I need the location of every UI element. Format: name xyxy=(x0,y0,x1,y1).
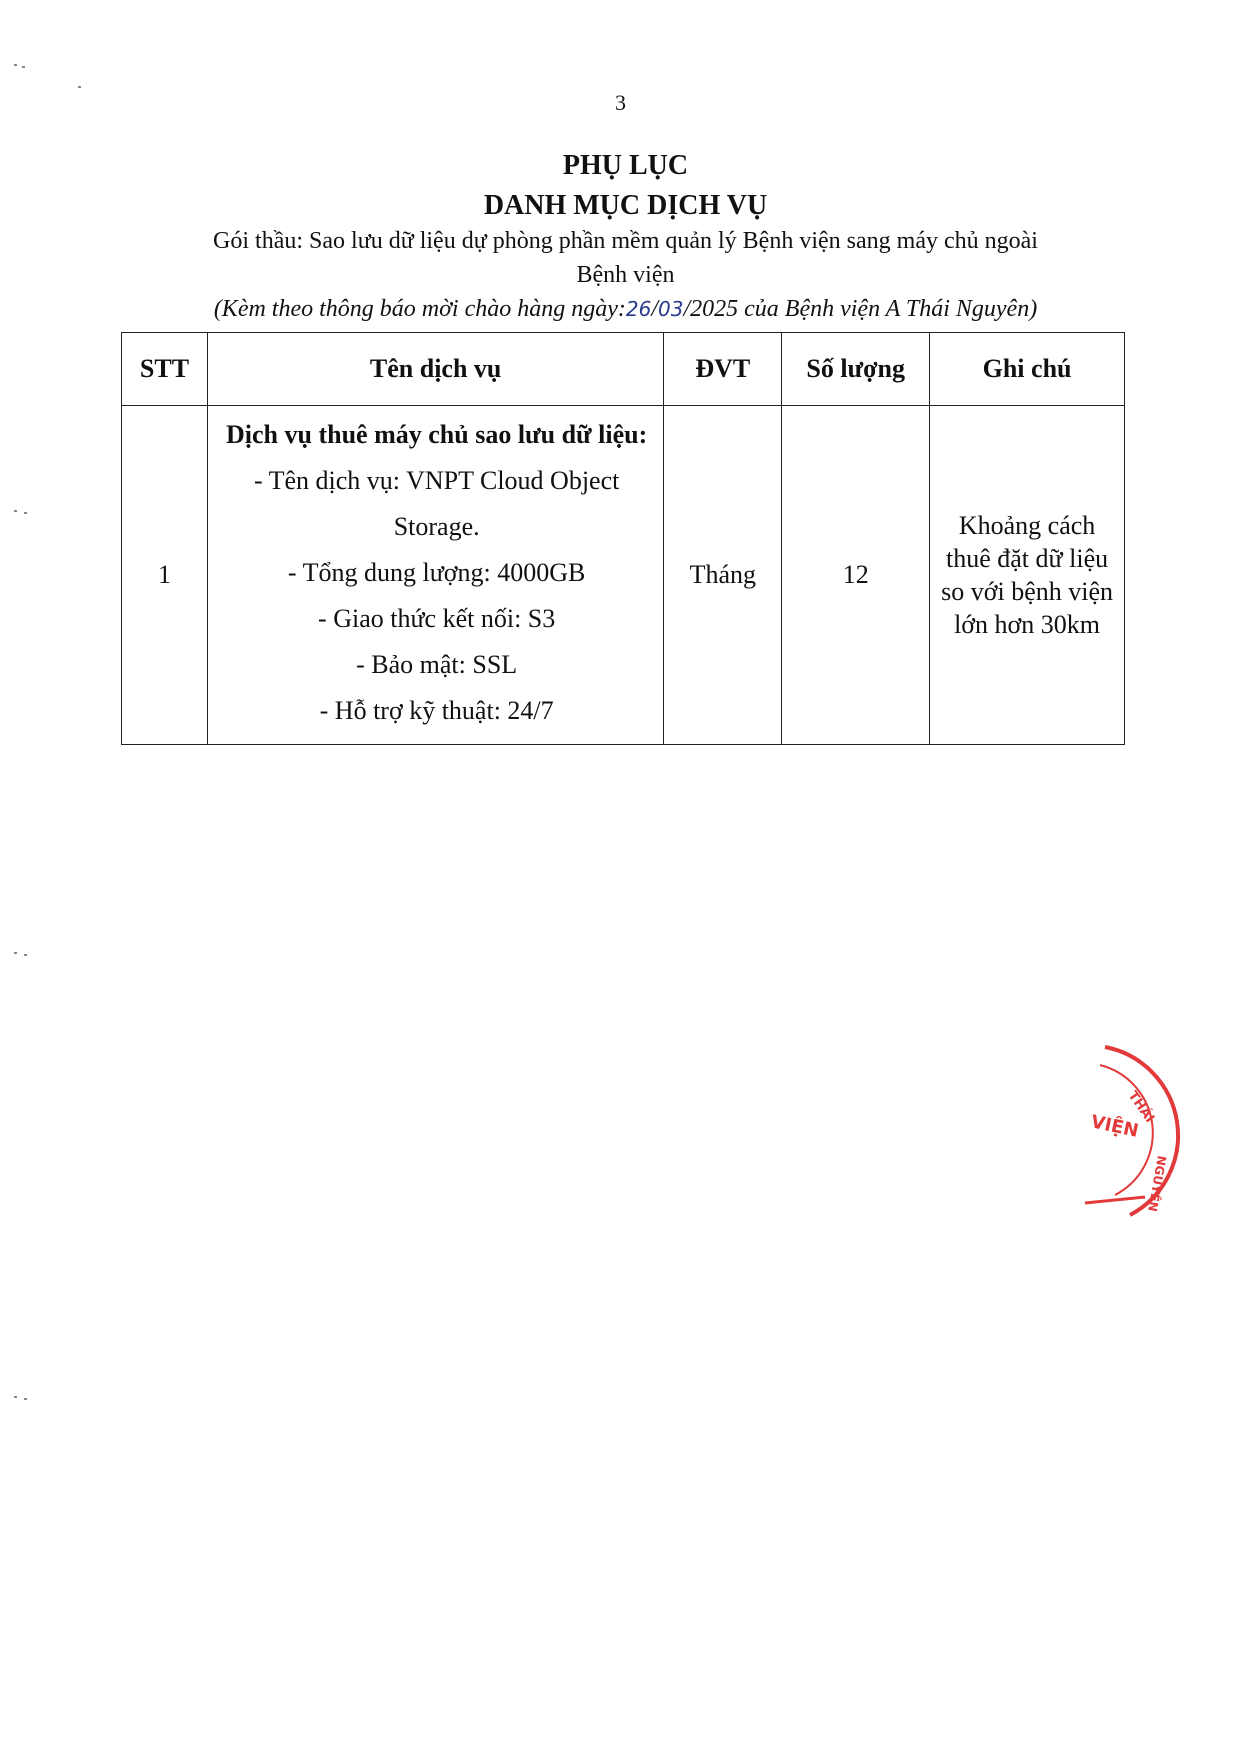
package-line-2: Bệnh viện xyxy=(576,262,675,288)
scan-speck xyxy=(24,512,27,514)
service-detail-protocol: - Giao thức kết nối: S3 xyxy=(318,604,556,633)
cell-stt: 1 xyxy=(122,406,208,745)
attachment-suffix: /2025 của Bệnh viện A Thái Nguyên) xyxy=(683,296,1038,322)
scan-speck xyxy=(14,510,17,512)
scan-speck xyxy=(22,66,25,68)
service-detail-name: - Tên dịch vụ: VNPT Cloud Object Storage. xyxy=(253,466,620,541)
header-stt: STT xyxy=(122,333,208,406)
hospital-seal-stamp xyxy=(1070,1035,1200,1235)
package-line-1: Gói thầu: Sao lưu dữ liệu dự phòng phần mềm quản lý Bệnh viện sang máy chủ ngoài xyxy=(213,228,1038,254)
header-unit: ĐVT xyxy=(664,333,782,406)
handwritten-month: 03 xyxy=(658,297,684,321)
scan-speck xyxy=(78,86,81,88)
table-header-row xyxy=(122,333,1125,406)
service-title: Dịch vụ thuê máy chủ sao lưu dữ liệu: xyxy=(226,420,648,449)
cell-note: Khoảng cách thuê đặt dữ liệu so với bệnh viện lớn hơn 30km xyxy=(930,406,1125,745)
seal-text-mid: VIỆN xyxy=(1088,1111,1141,1142)
attachment-prefix: (Kèm theo thông báo mời chào hàng ngày: xyxy=(213,296,626,322)
scan-speck xyxy=(24,954,27,956)
service-list-title: DANH MỤC DỊCH VỤ xyxy=(483,190,768,221)
service-detail-capacity: - Tổng dung lượng: 4000GB xyxy=(287,558,586,587)
service-detail-security: - Bảo mật: SSL xyxy=(356,650,518,679)
scan-speck xyxy=(14,1396,17,1398)
scan-speck xyxy=(14,64,17,66)
header-quantity: Số lượng xyxy=(782,333,930,406)
appendix-title: PHỤ LỤC xyxy=(562,150,689,181)
attachment-sep: / xyxy=(651,296,659,322)
seal-text-top: THÁI xyxy=(1124,1088,1157,1126)
page-number: 3 xyxy=(615,90,626,115)
service-table xyxy=(121,332,1125,745)
cell-quantity: 12 xyxy=(782,406,930,745)
scan-speck xyxy=(24,1398,27,1400)
scan-speck xyxy=(14,952,17,954)
cell-service-description xyxy=(207,406,663,745)
header-note: Ghi chú xyxy=(930,333,1125,406)
cell-unit: Tháng xyxy=(664,406,782,745)
service-detail-support: - Hỗ trợ kỹ thuật: 24/7 xyxy=(319,696,554,725)
table-row xyxy=(122,406,1125,745)
header-service-name: Tên dịch vụ xyxy=(207,333,663,406)
handwritten-day: 26 xyxy=(625,297,652,321)
seal-bottom-stroke xyxy=(1085,1197,1145,1203)
seal-text-side: NGUYÊN xyxy=(1145,1154,1169,1213)
attachment-note xyxy=(0,296,1241,323)
